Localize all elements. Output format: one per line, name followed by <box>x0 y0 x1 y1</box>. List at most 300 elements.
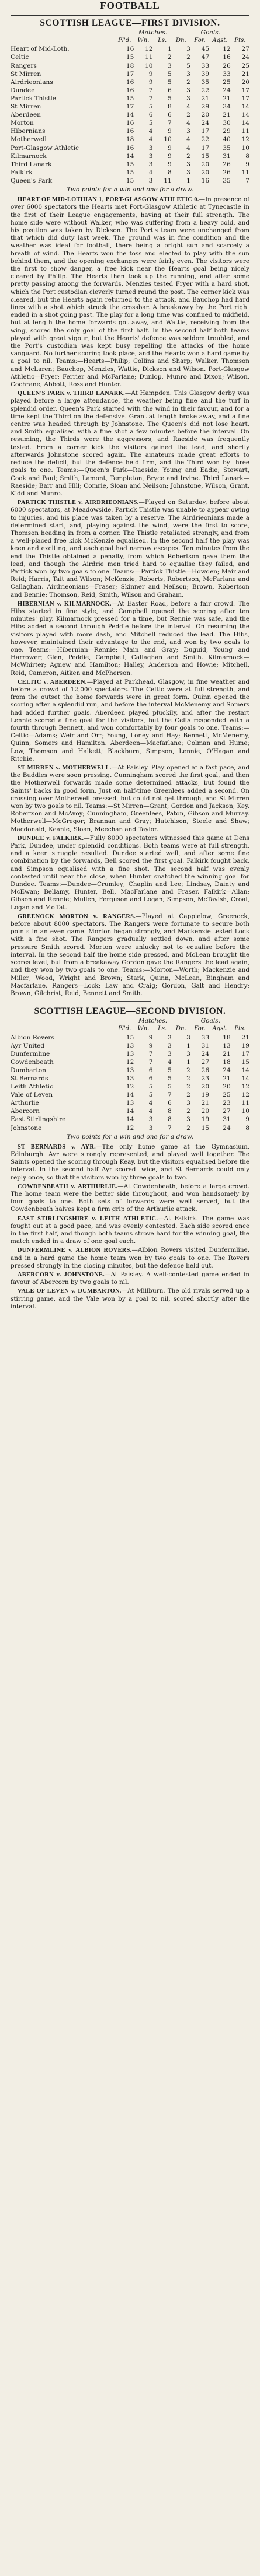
stat-cell: 3 <box>167 1050 172 1058</box>
stat-cell: 6 <box>148 1074 153 1082</box>
column-header-team <box>11 37 115 45</box>
match-report <box>11 913 249 998</box>
stat-cell: 9 <box>167 128 172 135</box>
match-report-body: —Played on Saturday, before about 6000 spectators, at Meadowside. Partick Thistle was unable to appear owing to injuries, and his place was taken by a reserve. The Airdrieonians made a determined start, and, playing against the wind, were the first to score, Thomson heading in from a corner. The Thistle retaliated strongly, and from a well-placed free kick McKenzie equalised. In the second half the play was keen and exciting, and each goal had narrow escapes. Ten minutes from the end the Thistle obtained a penalty, from which Robertson gave them the lead, and though the Airdrie men tried hard to equalise they failed, and Partick won by two goals to one. Teams:—Partick Thistle—Howden; Mair and Reid; Harris, Tait and Wilson; McKenzie, Roberts, Robertson, McFarlane and Callaghan. Airdrieonians—Fraser; Skinner and Neilson; Brown, Robertson and Bennie; Thomson, Reid, Smith, Wilson and Graham. <box>11 499 249 598</box>
stat-cell: 18 <box>126 136 134 144</box>
match-report-body: —Played at Parkhead, Glasgow, in fine weather and before a crowd of 12,000 spectators. The Celtic were at full strength, and from the outset the home forwards were in great form. Quinn opened the scoring after a splendid run, and before the interval McMenemy and Somers had added further goals. Aberdeen played pluckily, and after the restart Lennie scored a fine goal for the visitors, but the Celts responded with a fourth through Bennett, and won comfortably by four goals to one. Teams:—Celtic—Adams; Weir and Orr; Young, Loney and Hay; Bennett, McMenemy, Quinn, Somers and Hamilton. Aberdeen—Macfarlane; Colman and Hume; Low, Thomson and Halkett; Blackburn, Simpson, Lennie, O'Hagan and Ritchie. <box>11 678 249 762</box>
table-row <box>11 1050 249 1058</box>
group-blank <box>231 29 249 37</box>
match-report <box>11 1247 249 1270</box>
stat-cell: 26 <box>201 1066 210 1074</box>
stat-cell: 3 <box>186 169 190 176</box>
stat-cell: 16 <box>201 177 210 184</box>
stat-cell: 10 <box>241 1108 249 1115</box>
stat-cell: 2 <box>186 1124 190 1132</box>
stat-cell: 8 <box>167 1108 172 1115</box>
stat-cell: 35 <box>201 78 210 86</box>
stat-cell: 21 <box>223 1050 231 1058</box>
stat-cell: 14 <box>241 111 249 119</box>
match-report-head: ABERCORN v. JOHNSTONE. <box>18 1272 105 1279</box>
stat-cell: 24 <box>241 54 249 61</box>
stat-cell: 2 <box>186 1066 190 1074</box>
stat-cell: 14 <box>241 1066 249 1074</box>
stat-cell: 47 <box>201 54 210 61</box>
stat-cell: 19 <box>241 1042 249 1049</box>
stat-cell: 6 <box>167 1100 172 1107</box>
stat-cell: 16 <box>126 120 134 127</box>
stat-cell: 13 <box>126 1100 134 1107</box>
team-name: Kilmarnock <box>11 152 47 160</box>
match-report-head: GREENOCK MORTON v. RANGERS. <box>18 913 136 920</box>
match-report-body: —At Hampden. This Glasgow derby was played before a large attendance, the weather being fine and the turf in splendid order. Queen's Park started with the wind in their favour, and for a time kept the Third on the defensive. Grant at length broke away, and a fine centre was headed through by Johnstone. The Queen's did not lose heart, and Smith equalised with a fine shot a few minutes before the interval. On resuming, the Thirds were the aggressors, and Raeside was frequently tested. From a corner kick the visitors gained the lead, and shortly afterwards Johnstone scored again. The amateurs made great efforts to reduce the deficit, but the defence held firm, and the Third won by three goals to one. Teams:—Queen's Park—Raeside; Young and Eadie; Stewart, Cook and Paul; Smith, Lamont, Templeton, Bryce and Irvine. Third Lanark—Raeside; Barr and Hill; Comrie, Sloan and Neilson; Johnstone, Wilson, Grant, Kidd and Munro. <box>11 390 249 497</box>
match-report-head: VALE OF LEVEN v. DUMBARTON. <box>18 1288 122 1295</box>
stat-cell: 31 <box>201 1042 210 1049</box>
team-name: Third Lanark <box>11 160 52 168</box>
stat-cell: 4 <box>167 1058 172 1066</box>
stat-cell: 20 <box>201 1083 210 1091</box>
stat-cell: 17 <box>126 70 134 78</box>
table-row <box>11 1107 249 1115</box>
stat-cell: 7 <box>148 1058 153 1066</box>
stat-cell: 6 <box>167 111 172 119</box>
column-header-row <box>11 1025 249 1033</box>
stat-cell: 6 <box>148 1066 153 1074</box>
stat-cell: 3 <box>186 70 190 78</box>
stat-cell: 34 <box>223 103 231 111</box>
team-name: Vale of Leven <box>11 1091 53 1099</box>
stat-cell: 5 <box>148 1083 153 1091</box>
team-name: Heart of Mid-Loth. <box>11 46 70 53</box>
stat-cell: 27 <box>223 1108 231 1115</box>
group-blank <box>11 1017 115 1025</box>
column-header: For. <box>194 37 206 44</box>
group-matches: Matches. <box>138 1017 168 1025</box>
stat-cell: 3 <box>186 1034 190 1041</box>
stat-cell: 25 <box>223 78 231 86</box>
column-header: Agst. <box>212 37 228 44</box>
group-header-row <box>11 29 249 37</box>
stat-cell: 5 <box>167 94 172 102</box>
stat-cell: 17 <box>126 103 134 111</box>
stat-cell: 14 <box>241 120 249 127</box>
team-name: Port-Glasgow Athletic <box>11 144 79 152</box>
stat-cell: 10 <box>145 62 153 69</box>
stat-cell: 26 <box>223 160 231 168</box>
stat-cell: 14 <box>126 1091 134 1099</box>
team-name: Morton <box>11 120 34 127</box>
stat-cell: 5 <box>148 120 153 127</box>
stat-cell: 12 <box>241 1091 249 1099</box>
column-header: Dn. <box>175 37 186 44</box>
column-header-team <box>11 1025 115 1033</box>
stat-cell: 4 <box>148 136 153 144</box>
first-division-reports <box>11 196 249 998</box>
stat-cell: 11 <box>164 177 172 184</box>
stat-cell: 16 <box>126 128 134 135</box>
stat-cell: 4 <box>186 144 190 152</box>
stat-cell: 24 <box>223 1124 231 1132</box>
stat-cell: 12 <box>126 1124 134 1132</box>
stat-cell: 17 <box>201 144 210 152</box>
table-row <box>11 111 249 119</box>
stat-cell: 15 <box>126 177 134 184</box>
stat-cell: 7 <box>167 1124 172 1132</box>
stat-cell: 2 <box>167 54 172 61</box>
stat-cell: 33 <box>223 70 231 78</box>
stat-cell: 16 <box>223 54 231 61</box>
table-row <box>11 1066 249 1074</box>
team-name: St Bernards <box>11 1074 48 1082</box>
table-row <box>11 1034 249 1042</box>
stat-cell: 17 <box>241 1050 249 1058</box>
stat-cell: 3 <box>148 144 153 152</box>
stat-cell: 12 <box>223 46 231 53</box>
team-name: Albion Rovers <box>11 1034 54 1041</box>
stat-cell: 21 <box>223 94 231 102</box>
stat-cell: 40 <box>223 136 231 144</box>
stat-cell: 2 <box>186 1074 190 1082</box>
column-header: Pts. <box>234 1026 246 1032</box>
stat-cell: 2 <box>186 152 190 160</box>
stat-cell: 21 <box>201 1100 210 1107</box>
stat-cell: 25 <box>223 1091 231 1099</box>
team-name: Cowdenbeath <box>11 1058 54 1066</box>
stat-cell: 3 <box>186 128 190 135</box>
stat-cell: 7 <box>148 86 153 94</box>
stat-cell: 4 <box>148 169 153 176</box>
stat-cell: 30 <box>223 120 231 127</box>
stat-cell: 3 <box>186 1116 190 1124</box>
stat-cell: 3 <box>167 62 172 69</box>
group-matches: Matches. <box>138 29 168 37</box>
stat-cell: 2 <box>186 78 190 86</box>
stat-cell: 7 <box>148 94 153 102</box>
stat-cell: 33 <box>201 62 210 69</box>
match-report-head: HEART OF MID-LOTHIAN 1, PORT-GLASGOW ATHLETIC 0. <box>18 197 199 204</box>
stat-cell: 16 <box>126 46 134 53</box>
match-report <box>11 1183 249 1214</box>
table-row <box>11 169 249 177</box>
table-row <box>11 135 249 144</box>
stat-cell: 9 <box>148 78 153 86</box>
stat-cell: 18 <box>126 62 134 69</box>
stat-cell: 7 <box>167 120 172 127</box>
team-name: St Mirren <box>11 103 41 111</box>
group-blank <box>11 29 115 37</box>
stat-cell: 17 <box>201 128 210 135</box>
stat-cell: 4 <box>148 128 153 135</box>
match-report <box>11 1215 249 1246</box>
second-division-rows <box>11 1017 249 1132</box>
stat-cell: 15 <box>126 1034 134 1041</box>
table-row <box>11 1091 249 1099</box>
stat-cell: 12 <box>241 1083 249 1091</box>
stat-cell: 27 <box>201 1058 210 1066</box>
second-division-title: SCOTTISH LEAGUE—SECOND DIVISION. <box>34 1006 226 1017</box>
stat-cell: 11 <box>145 54 153 61</box>
match-report-body: —Albion Rovers visited Dunfermline, and in a hard game the home team won by two goals to one. The Rovers pressed strongly in the closing minutes, but the defence held out. <box>11 1247 249 1269</box>
table-row <box>11 45 249 53</box>
team-name: East Stirlingshire <box>11 1116 66 1124</box>
stat-cell: 6 <box>148 111 153 119</box>
stat-cell: 12 <box>126 1058 134 1066</box>
team-name: Arthurlie <box>11 1100 39 1107</box>
team-name: Dundee <box>11 86 35 94</box>
stat-cell: 3 <box>148 160 153 168</box>
table-row <box>11 53 249 61</box>
stat-cell: 2 <box>186 111 190 119</box>
table-row <box>11 1042 249 1050</box>
stat-cell: 4 <box>186 120 190 127</box>
stat-cell: 14 <box>126 1108 134 1115</box>
table-row <box>11 70 249 78</box>
stat-cell: 18 <box>223 1034 231 1041</box>
match-report-body: —At Easter Road, before a fair crowd. The Hibs started in fine style, and Campbell opened the scoring after ten minutes' play. Kilmarnock pressed for a time, but Rennie was safe, and the Hibs added a second through Peddie before the interval. On resuming the visitors played with more dash, and Mitchell reduced the lead. The Hibs, however, maintained their advantage to the end, and won by two goals to one. Teams:—Hibernian—Rennie; Main and Gray; Duguid, Young and Harrower; Glen, Peddie, Campbell, Callaghan and Smith. Kilmarnock—McWhirter; Agnew and Hamilton; Halley, Anderson and Howie; Mitchell, Reid, Cameron, Aitken and McPherson. <box>11 600 249 677</box>
stat-cell: 9 <box>167 152 172 160</box>
stat-cell: 3 <box>186 94 190 102</box>
stat-cell: 9 <box>167 160 172 168</box>
team-name: Dunfermline <box>11 1050 50 1058</box>
match-report-head: PARTICK THISTLE v. AIRDRIEONIANS. <box>18 499 139 506</box>
stat-cell: 29 <box>223 128 231 135</box>
second-division-note: Two points for a win and one for a draw. <box>67 1133 193 1140</box>
stat-cell: 5 <box>167 1066 172 1074</box>
group-goals: Goals. <box>200 29 221 37</box>
stat-cell: 2 <box>186 1108 190 1115</box>
stat-cell: 8 <box>167 1116 172 1124</box>
stat-cell: 26 <box>223 62 231 69</box>
stat-cell: 11 <box>241 128 249 135</box>
match-report <box>11 196 249 388</box>
stat-cell: 21 <box>223 1074 231 1082</box>
stat-cell: 1 <box>186 1058 190 1066</box>
stat-cell: 9 <box>167 144 172 152</box>
stat-cell: 24 <box>201 1050 210 1058</box>
stat-cell: 3 <box>148 152 153 160</box>
stat-cell: 15 <box>201 152 210 160</box>
stat-cell: 10 <box>164 136 172 144</box>
column-header: Wn. <box>137 1026 150 1032</box>
team-name: St Mirren <box>11 70 41 78</box>
stat-cell: 13 <box>126 1050 134 1058</box>
team-name: Airdrieonians <box>11 78 53 86</box>
match-report-head: DUNDEE v. FALKIRK. <box>18 835 84 842</box>
stat-cell: 7 <box>167 1091 172 1099</box>
match-report-body: —At Falkirk. The game was fought out at a good pace, and was evenly contested. Each side scored once in the first half, and though both teams strove hard for the winning goal, the match ended in a draw of one goal each. <box>11 1214 249 1245</box>
table-row <box>11 1115 249 1124</box>
stat-cell: 5 <box>167 1074 172 1082</box>
column-header-row <box>11 37 249 45</box>
column-header: Pts. <box>234 37 246 44</box>
stat-cell: 19 <box>201 1116 210 1124</box>
stat-cell: 3 <box>167 1042 172 1049</box>
match-report <box>11 1287 249 1311</box>
team-name: Hibernians <box>11 128 46 135</box>
stat-cell: 21 <box>241 70 249 78</box>
table-row <box>11 1058 249 1066</box>
stat-cell: 20 <box>201 1108 210 1115</box>
team-name: Falkirk <box>11 169 33 176</box>
table-row <box>11 119 249 127</box>
stat-cell: 24 <box>223 86 231 94</box>
stat-cell: 16 <box>126 78 134 86</box>
stat-cell: 9 <box>148 1034 153 1041</box>
stat-cell: 45 <box>201 46 210 53</box>
stat-cell: 8 <box>245 152 249 160</box>
stat-cell: 23 <box>223 1100 231 1107</box>
stat-cell: 4 <box>186 103 190 111</box>
match-report-head: QUEEN'S PARK v. THIRD LANARK. <box>18 390 125 397</box>
table-row <box>11 144 249 152</box>
stat-cell: 9 <box>245 160 249 168</box>
stat-cell: 3 <box>148 177 153 184</box>
stat-cell: 24 <box>223 1066 231 1074</box>
group-blank <box>231 1017 249 1025</box>
stat-cell: 12 <box>241 136 249 144</box>
team-name: Dumbarton <box>11 1066 46 1074</box>
table-row <box>11 78 249 86</box>
stat-cell: 12 <box>126 1083 134 1091</box>
stat-cell: 26 <box>223 169 231 176</box>
stat-cell: 4 <box>186 136 190 144</box>
match-report-body: —At Paisley. A well-contested game ended in favour of Abercorn by two goals to nil. <box>11 1271 249 1286</box>
stat-cell: 5 <box>167 1083 172 1091</box>
stat-cell: 7 <box>148 1050 153 1058</box>
stat-cell: 3 <box>186 160 190 168</box>
stat-cell: 22 <box>201 86 210 94</box>
match-report-body: —At Paisley. Play opened at a fast pace, and the Buddies were soon pressing. Cunningham scored the first goal, and then the Motherwell forwards made some determined attacks, but found the Saints' backs in good form. Just on half-time Greenlees added a second. On crossing over Motherwell pressed, but could not get through, and St Mirren won by two goals to nil. Teams:—St Mirren—Grant; Gordon and Jackson; Key, Robertson and McAvoy; Cunningham, Greenlees, Paton, Gibson and Murray. Motherwell—McGregor; Brannan and Gray; Hutchison, Steele and Shaw; Macdonald, Keanie, Sloan, Meechan and Taylor. <box>11 764 249 833</box>
column-header: Pl'd. <box>118 37 131 44</box>
match-report <box>11 764 249 834</box>
match-report <box>11 835 249 912</box>
match-report-head: CELTIC v. ABERDEEN. <box>18 678 87 685</box>
match-report-body: —At Millburn. The old rivals served up a stirring game, and the Vale won by a goal to nil, scored shortly after the interval. <box>11 1287 249 1310</box>
newspaper-page <box>11 0 249 2576</box>
stat-cell: 4 <box>148 1108 153 1115</box>
match-report-head: EAST STIRLINGSHIRE v. LEITH ATHLETIC. <box>18 1215 158 1222</box>
stat-cell: 14 <box>126 152 134 160</box>
team-name: Leith Athletic <box>11 1083 53 1091</box>
match-report <box>11 600 249 677</box>
stat-cell: 12 <box>145 46 153 53</box>
team-name: Ayr United <box>11 1042 45 1049</box>
stat-cell: 33 <box>201 1034 210 1041</box>
team-name: Rangers <box>11 62 37 69</box>
stat-cell: 11 <box>241 169 249 176</box>
stat-cell: 15 <box>126 160 134 168</box>
stat-cell: 15 <box>241 1058 249 1066</box>
stat-cell: 4 <box>148 1100 153 1107</box>
stat-cell: 10 <box>241 144 249 152</box>
stat-cell: 19 <box>201 1091 210 1099</box>
team-name: Queen's Park <box>11 177 53 184</box>
table-row <box>11 62 249 70</box>
column-header: For. <box>194 1026 206 1032</box>
stat-cell: 5 <box>167 78 172 86</box>
stat-cell: 3 <box>148 1116 153 1124</box>
stat-cell: 29 <box>201 103 210 111</box>
second-division-table <box>11 1017 249 1132</box>
stat-cell: 3 <box>186 86 190 94</box>
group-goals: Goals. <box>200 1017 221 1025</box>
stat-cell: 9 <box>148 1042 153 1049</box>
table-row <box>11 94 249 103</box>
stat-cell: 27 <box>241 46 249 53</box>
stat-cell: 6 <box>167 86 172 94</box>
stat-cell: 17 <box>241 86 249 94</box>
second-division-reports <box>11 1143 249 1311</box>
stat-cell: 14 <box>126 1116 134 1124</box>
stat-cell: 31 <box>223 152 231 160</box>
stat-cell: 8 <box>167 169 172 176</box>
stat-cell: 20 <box>223 1083 231 1091</box>
match-report-body: —At Cowdenbeath, before a large crowd. The home team were the better side throughout, and won handsomely by four goals to one. Both sets of forwards were well served, but the Cowdenbeath halves kept a firm grip of the Arthurlie attack. <box>11 1182 249 1213</box>
first-division-rows <box>11 29 249 185</box>
group-header-row <box>11 1017 249 1025</box>
team-name: Motherwell <box>11 136 47 144</box>
stat-cell: 3 <box>186 46 190 53</box>
stat-cell: 15 <box>126 169 134 176</box>
stat-cell: 3 <box>148 1124 153 1132</box>
stat-cell: 3 <box>167 1034 172 1041</box>
match-report-body: —In presence of over 6000 spectators the Hearts met Port-Glasgow Athletic at Tynecastle in the first of their League engagements, having at their full strength. The home side were without Walker, who was suffering from a heavy cold, and his position was taken by Dickson. The Port's team were unchanged from that which did duty last week. The ground was in fine condition and the weather was ideal for football, there being a bright sun and scarcely a breath of wind. The Hearts won the toss and elected to play with the sun behind them, and the opening exchanges were fairly even. The visitors were the first to show danger, a free kick near the Hearts goal being nicely cleared by Philip. The Hearts then took up the running, and after some pretty passing among the forwards, Menzies tested Fryer with a hard shot, which the Port custodian cleverly turned round the post. The corner kick was cleared, but the Hearts again returned to the attack, and Bauchop had hard lines with a shot which struck the crossbar. A breakaway by the Port right ended in a shot going past. The play for a long time was confined to midfield, but at length the home forwards got away, and Wattie, receiving from the wing, scored the only goal of the first half. In the second half both teams played with great vigour, but the Hearts' defence was seldom troubled, and the Port's custodian was kept busy repelling the attacks of the home vanguard. No further scoring took place, and the Hearts won a hard game by a goal to nil. Teams:—Hearts—Philip; Collins and Sharp; Walker, Thomson and McLaren; Bauchop, Menzies, Wattie, Dickson and Wilson. Port-Glasgow Athletic—Fryer; Ferrier and McFarlane; Dunlop, Munro and Dixon; Wilson, Cochrane, Abbott, Ross and Hunter. <box>11 196 249 388</box>
team-name: Celtic <box>11 54 29 61</box>
stat-cell: 14 <box>241 1074 249 1082</box>
match-report-head: COWDENBEATH v. ARTHURLIE. <box>18 1183 118 1190</box>
stat-cell: 15 <box>201 1124 210 1132</box>
stat-cell: 13 <box>223 1042 231 1049</box>
team-name: Johnstone <box>11 1124 42 1132</box>
first-division-note: Two points for a win and one for a draw. <box>67 186 193 193</box>
stat-cell: 35 <box>223 177 231 184</box>
stat-cell: 39 <box>201 70 210 78</box>
stat-cell: 21 <box>223 111 231 119</box>
match-report-head: DUNFERMLINE v. ALBION ROVERS. <box>18 1247 132 1254</box>
first-division-table <box>11 29 249 185</box>
stat-cell: 20 <box>241 78 249 86</box>
match-report <box>11 499 249 599</box>
column-header: Pl'd. <box>118 1026 131 1032</box>
stat-cell: 14 <box>241 103 249 111</box>
stat-cell: 5 <box>148 103 153 111</box>
stat-cell: 2 <box>186 54 190 61</box>
stat-cell: 13 <box>126 1042 134 1049</box>
stat-cell: 5 <box>167 70 172 78</box>
heading-rule <box>11 15 249 16</box>
table-row <box>11 1099 249 1107</box>
stat-cell: 16 <box>126 86 134 94</box>
section-divider <box>110 1001 151 1002</box>
stat-cell: 17 <box>241 94 249 102</box>
match-report-body: —The only home game at the Gymnasium, Edinburgh. Ayr were strongly represented, and played well together. The Saints opened the scoring through Keay, but the visitors equalised before the interval. In the second half Ayr scored twice, and St Bernards could only reply once, so that the visitors won by three goals to two. <box>11 1143 249 1181</box>
stat-cell: 20 <box>201 169 210 176</box>
table-row <box>11 86 249 94</box>
stat-cell: 14 <box>126 111 134 119</box>
match-report <box>11 678 249 763</box>
table-row <box>11 1083 249 1091</box>
match-report <box>11 390 249 498</box>
match-report <box>11 1271 249 1286</box>
match-report-head: HIBERNIAN v. KILMARNOCK. <box>18 600 112 607</box>
match-report-body: —Fully 8000 spectators witnessed this game at Dens Park, Dundee, under splendid conditions. Both teams were at full strength, and a keen struggle resulted. Dundee started well, and after some fine combination by the forwards, Bell scored the first goal. Falkirk fought back, and Simpson equalised with a fine shot. The second half was evenly contested until near the close, when Hunter snatched the winning goal for Dundee. Teams:—Dundee—Crumley; Chaplin and Lee; Lindsay, Dainty and McEwan; Bellamy, Hunter, Bell, MacFarlane and Fraser. Falkirk—Allan; Gibson and Rennie; Mullen, Ferguson and Logan; Simpson, McTavish, Croal, Logan and Moffat. <box>11 834 249 911</box>
stat-cell: 2 <box>186 1091 190 1099</box>
team-name: Partick Thistle <box>11 94 57 102</box>
stat-cell: 15 <box>126 94 134 102</box>
stat-cell: 16 <box>126 144 134 152</box>
page-heading: FOOTBALL <box>100 0 160 11</box>
table-row <box>11 177 249 185</box>
match-report-head: ST MIRREN v. MOTHERWELL. <box>18 765 112 772</box>
